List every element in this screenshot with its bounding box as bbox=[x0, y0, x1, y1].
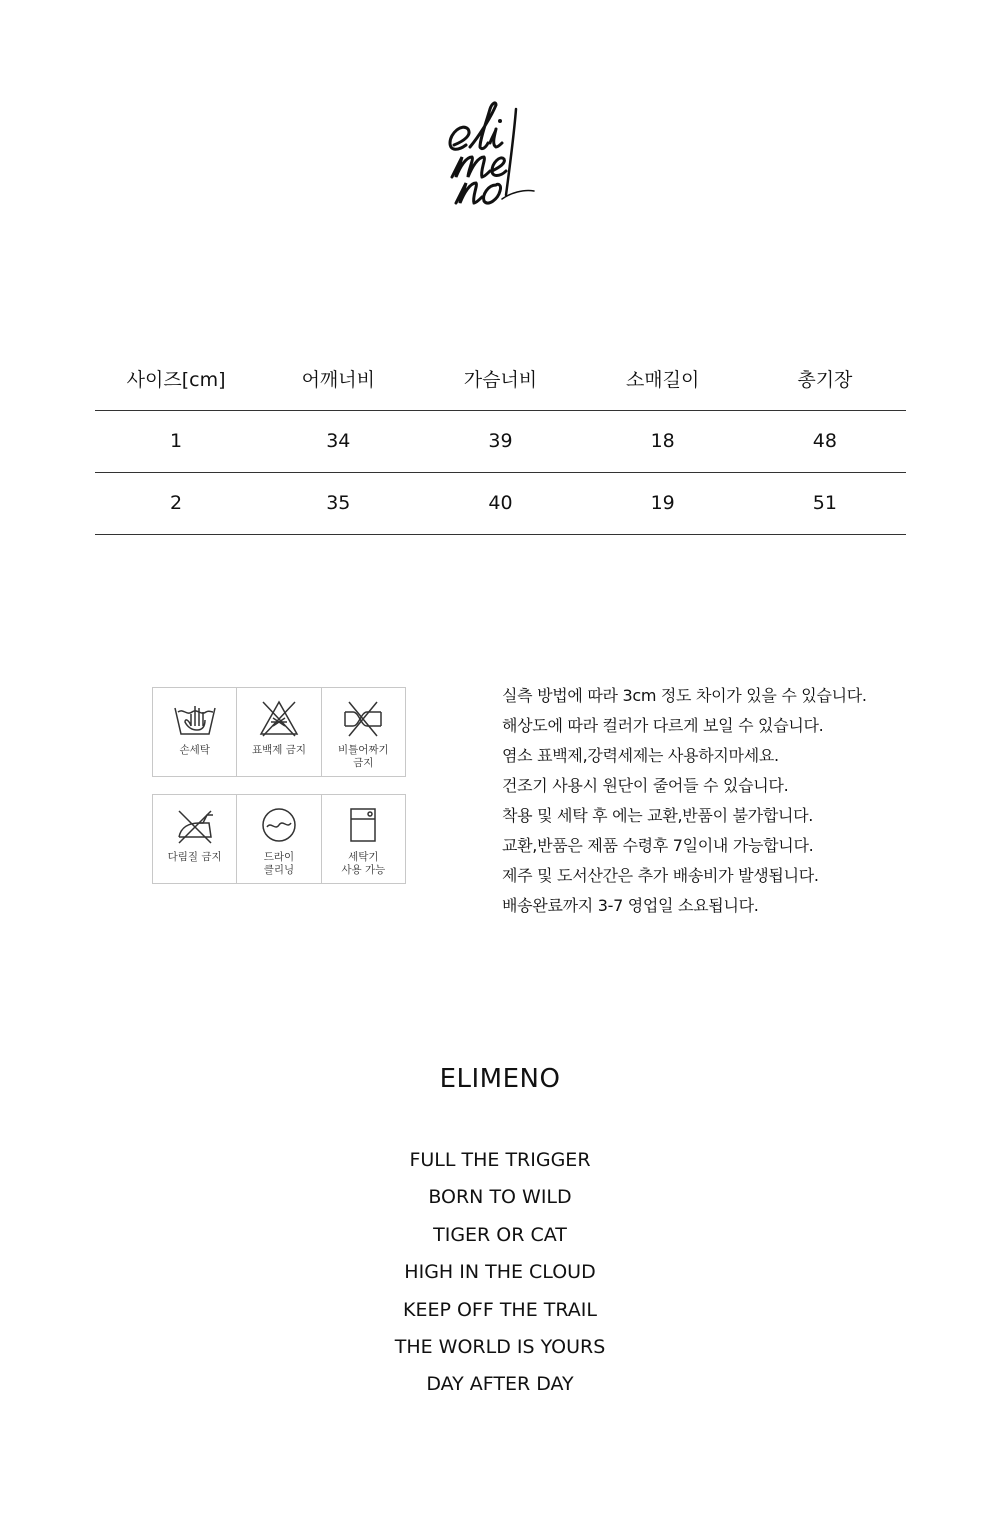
list-item: 염소 표백제,강력세제는 사용하지마세요. bbox=[502, 746, 779, 765]
care-item-hand-wash bbox=[153, 688, 237, 776]
table-cell: 34 bbox=[257, 410, 419, 472]
tumble-dry-icon bbox=[341, 805, 385, 845]
list-item: 제주 및 도서산간은 추가 배송비가 발생됩니다. bbox=[502, 866, 819, 885]
care-label: 비틀어짜기 금지 bbox=[337, 744, 389, 769]
list-item: 배송완료까지 3-7 영업일 소요됩니다. bbox=[502, 896, 759, 915]
list-item: 교환,반품은 제품 수령후 7일이내 가능합니다. bbox=[502, 836, 814, 855]
care-label: 표백제 금지 bbox=[251, 744, 307, 756]
slogan-item: HIGH IN THE CLOUD bbox=[404, 1261, 596, 1284]
header-shoulder: 어깨너비 bbox=[257, 348, 419, 410]
table-row bbox=[95, 472, 906, 534]
size-table-header-row bbox=[95, 348, 906, 410]
care-item-dry-clean bbox=[237, 795, 321, 883]
care-label: 세탁기 사용 가능 bbox=[341, 851, 386, 876]
no-iron-icon bbox=[173, 805, 217, 845]
care-row bbox=[152, 687, 406, 777]
dry-clean-icon bbox=[257, 805, 301, 845]
list-item: 건조기 사용시 원단이 줄어들 수 있습니다. bbox=[502, 776, 789, 795]
no-bleach-icon bbox=[257, 698, 301, 738]
header-sleeve: 소매길이 bbox=[582, 348, 744, 410]
care-row bbox=[152, 794, 406, 884]
care-item-machine-ok bbox=[322, 795, 405, 883]
slogan-list bbox=[0, 1142, 1000, 1404]
slogan-item: DAY AFTER DAY bbox=[426, 1373, 574, 1396]
hand-wash-icon bbox=[173, 698, 217, 738]
slogan-item: KEEP OFF THE TRAIL bbox=[403, 1298, 597, 1321]
care-label: 드라이 클리닝 bbox=[263, 851, 295, 876]
care-instructions bbox=[152, 687, 406, 901]
table-cell: 51 bbox=[744, 472, 906, 534]
table-cell: 48 bbox=[744, 410, 906, 472]
table-cell: 19 bbox=[582, 472, 744, 534]
header-length: 총기장 bbox=[744, 348, 906, 410]
notes-list bbox=[502, 681, 867, 921]
slogan-item: BORN TO WILD bbox=[428, 1186, 572, 1209]
brand-title: ELIMENO bbox=[439, 1064, 561, 1094]
table-cell: 35 bbox=[257, 472, 419, 534]
care-item-no-bleach bbox=[237, 688, 321, 776]
table-cell: 1 bbox=[95, 410, 257, 472]
size-table bbox=[95, 348, 906, 535]
list-item: 실측 방법에 따라 3cm 정도 차이가 있을 수 있습니다. bbox=[502, 686, 867, 705]
table-cell: 40 bbox=[419, 472, 581, 534]
list-item: 해상도에 따라 컬러가 다르게 보일 수 있습니다. bbox=[502, 716, 824, 735]
list-item: 착용 및 세탁 후 에는 교환,반품이 불가합니다. bbox=[502, 806, 814, 825]
care-item-no-iron bbox=[153, 795, 237, 883]
care-label: 다림질 금지 bbox=[167, 851, 222, 863]
table-cell: 39 bbox=[419, 410, 581, 472]
slogan-item: TIGER OR CAT bbox=[433, 1223, 567, 1246]
no-wring-icon bbox=[341, 698, 385, 738]
header-chest: 가슴너비 bbox=[419, 348, 581, 410]
table-cell: 2 bbox=[95, 472, 257, 534]
care-item-no-wring bbox=[322, 688, 405, 776]
brand-logo bbox=[430, 95, 570, 215]
slogan-item: FULL THE TRIGGER bbox=[409, 1149, 591, 1171]
slogan-item: THE WORLD IS YOURS bbox=[394, 1336, 606, 1359]
table-row bbox=[95, 410, 906, 472]
table-cell: 18 bbox=[582, 410, 744, 472]
header-size: 사이즈[cm] bbox=[95, 348, 257, 410]
care-label: 손세탁 bbox=[179, 744, 210, 756]
